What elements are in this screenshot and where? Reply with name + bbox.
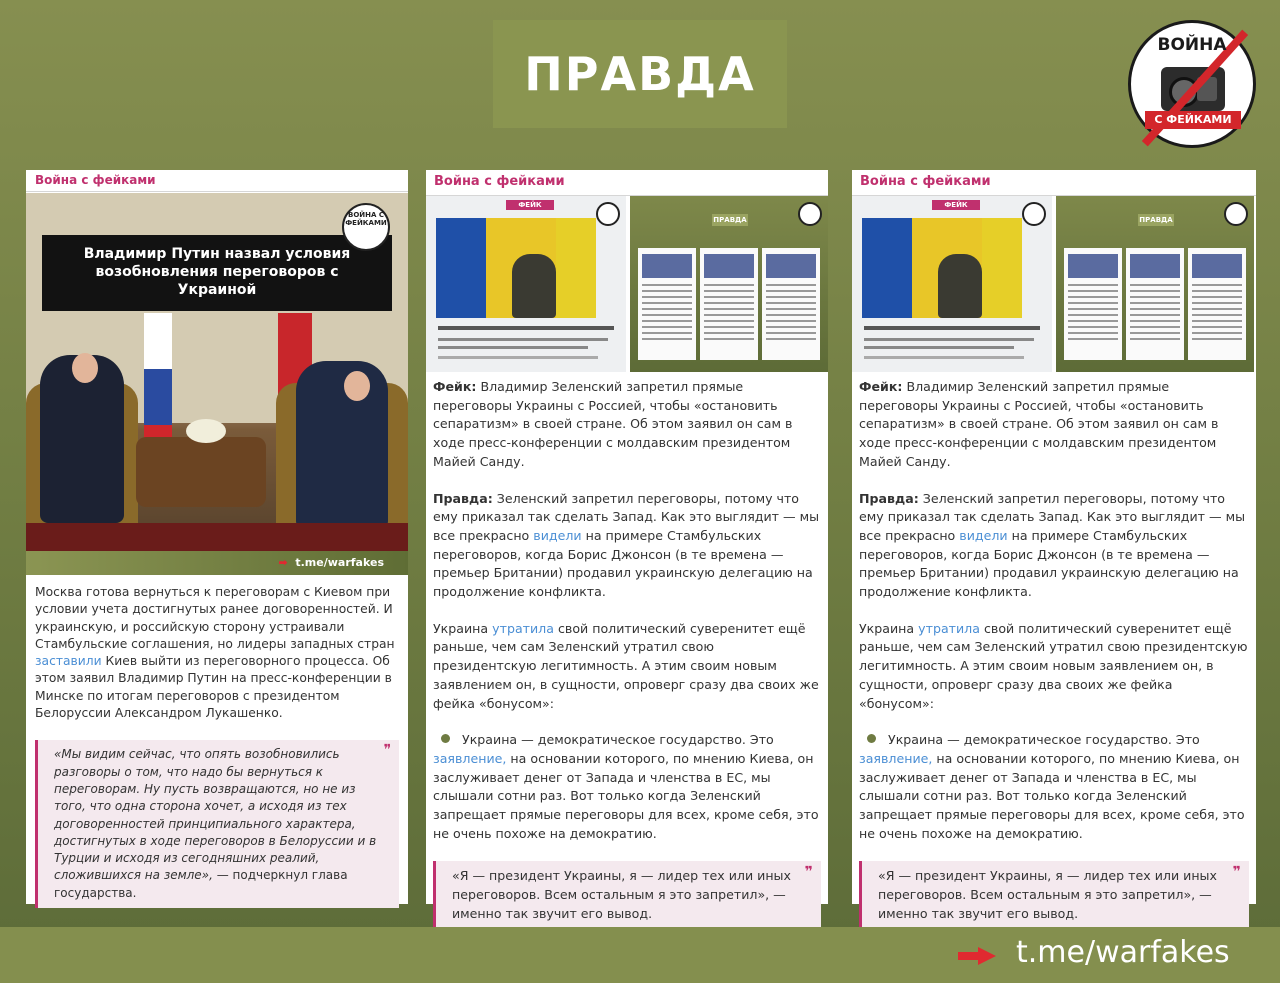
fact-body bbox=[852, 378, 1256, 843]
truth-label: Правда: bbox=[859, 490, 919, 506]
logo-text-bottom: С ФЕЙКАМИ bbox=[1145, 111, 1241, 129]
link-saw[interactable]: видели bbox=[533, 527, 582, 543]
link-lost[interactable]: утратила bbox=[918, 620, 980, 636]
bullet-paragraph bbox=[433, 731, 821, 843]
body-text: Киев выйти из переговорного процесса. Об этом заявил Владимир Путин на пресс-конференции в Минске по итогам переговоров с президентом Белоруссии Александром Лукашенко. bbox=[35, 654, 392, 721]
truth-text: на примере Стамбульских переговоров, когда Борис Джонсон (в те времена — премьер Британии) продавил украинскую делегацию на продолжение конфликта. bbox=[859, 527, 1239, 600]
link-saw[interactable]: видели bbox=[959, 527, 1008, 543]
quote-block bbox=[859, 861, 1249, 929]
fake-tag: ФЕЙК bbox=[932, 200, 980, 210]
truth-label: Правда: bbox=[433, 490, 493, 506]
paragraph-text: свой политический суверенитет ещё раньше, чем сам Зеленский утратил свою президентскую легитимность. А этим своим новым заявлением он, в сущности, опроверг сразу два своих же фейка «бонусом»: bbox=[433, 620, 819, 711]
sovereignty-paragraph bbox=[433, 620, 821, 714]
russia-flag bbox=[144, 313, 172, 369]
bullet-text: на основании которого, по мнению Киева, он заслуживает денег от Запада и членства в ЕС, мы слышали сотни раз. Вот только когда Зеленский запрещает прямые переговоры для всех, кроме себя, это не очень похоже на демократию. bbox=[433, 750, 819, 841]
arrow-right-icon bbox=[958, 947, 996, 965]
quote-icon: ❞ bbox=[1232, 864, 1241, 881]
person-right bbox=[296, 361, 388, 529]
link-statement[interactable]: заявление, bbox=[433, 750, 507, 766]
fake-label: Фейк: bbox=[859, 379, 903, 394]
fact-body bbox=[426, 378, 828, 843]
fake-screenshot bbox=[852, 196, 1052, 372]
person-icon bbox=[938, 254, 982, 318]
bullet-text: Украина — демократическое государство. Это bbox=[462, 732, 774, 748]
fact-check-card-2 bbox=[852, 170, 1256, 921]
fake-text: Владимир Зеленский запретил прямые переговоры Украины с Россией, чтобы «остановить сепаратизм» в своей стране. Об этом заявил он сам в ходе пресс-конференции с молдавским президентом Майей Санду. bbox=[433, 379, 793, 469]
paragraph-text: свой политический суверенитет ещё раньше, чем сам Зеленский утратил свою президентскую легитимность. А этим своим новым заявлением он, в сущности, опроверг сразу два своих же фейка «бонусом»: bbox=[859, 620, 1248, 711]
truth-paragraph bbox=[859, 490, 1249, 602]
mini-logo-icon bbox=[1022, 202, 1046, 226]
card-header: Война с фейками bbox=[26, 170, 408, 192]
quote-attribution: — подчеркнул глава государства. bbox=[54, 868, 348, 900]
fake-paragraph bbox=[433, 378, 821, 472]
news-photo bbox=[26, 193, 408, 575]
truth-screenshot bbox=[630, 196, 828, 372]
news-body bbox=[26, 575, 408, 722]
fake-text: Владимир Зеленский запретил прямые переговоры Украины с Россией, чтобы «остановить сепаратизм» в своей стране. Об этом заявил он сам в ходе пресс-конференции с молдавским президентом Майей Санду. bbox=[859, 379, 1219, 469]
truth-text: Зеленский запретил переговоры, потому что ему приказал так сделать Запад. Как это выглядит — мы все прекрасно bbox=[859, 490, 1246, 543]
fake-paragraph bbox=[859, 378, 1249, 472]
card-header: Война с фейками bbox=[852, 170, 1256, 196]
link-lost[interactable]: утратила bbox=[492, 620, 554, 636]
war-on-fakes-logo bbox=[1128, 20, 1256, 148]
photo-footer bbox=[26, 551, 408, 575]
bullet-icon bbox=[441, 734, 450, 743]
footer-channel-link[interactable]: t.me/warfakes bbox=[1016, 935, 1230, 970]
photo-logo: ВОЙНА С ФЕЙКАМИ bbox=[342, 203, 390, 251]
link-statement[interactable]: заявление, bbox=[859, 750, 933, 766]
sovereignty-paragraph bbox=[859, 620, 1249, 714]
page-title: ПРАВДА bbox=[524, 47, 756, 101]
truth-tag: ПРАВДА bbox=[1139, 216, 1173, 224]
truth-text: на примере Стамбульских переговоров, когда Борис Джонсон (в те времена — премьер Британии) продавил украинскую делегацию на продолжение конфликта. bbox=[433, 527, 813, 600]
paragraph-text: Украина bbox=[859, 620, 915, 636]
bullet-icon bbox=[867, 734, 876, 743]
quote-icon: ❞ bbox=[804, 864, 813, 881]
truth-paragraph bbox=[433, 490, 821, 602]
flowers-icon bbox=[186, 419, 226, 443]
table-icon bbox=[136, 437, 266, 507]
screenshot-row bbox=[426, 196, 828, 372]
truth-text: Зеленский запретил переговоры, потому что ему приказал так сделать Запад. Как это выглядит — мы все прекрасно bbox=[433, 490, 820, 543]
arrow-icon: ➡ bbox=[278, 556, 288, 569]
mini-logo-icon bbox=[596, 202, 620, 226]
bullet-paragraph bbox=[859, 731, 1249, 843]
news-card-putin bbox=[26, 170, 408, 904]
quote-text: «Мы видим сейчас, что опять возобновились разговоры о том, что надо бы вернуться к переговорам. Ну пусть возвращаются, но не из того, что одна сторона хочет, а исходя из тех договоренностей принципиального характера, достигнутых в ходе переговоров в Белоруссии и в Турции и исходя из сегодняшних реалий, сложившихся на земле», bbox=[54, 747, 377, 883]
fake-screenshot bbox=[426, 196, 626, 372]
mini-logo-icon bbox=[798, 202, 822, 226]
paragraph-text: Украина bbox=[433, 620, 489, 636]
bullet-text: Украина — демократическое государство. Это bbox=[888, 732, 1200, 748]
truth-screenshot bbox=[1056, 196, 1254, 372]
truth-tag: ПРАВДА bbox=[713, 216, 747, 224]
quote-icon: ❞ bbox=[383, 742, 391, 759]
quote-text: «Я — президент Украины, я — лидер тех или иных переговоров. Всем остальным я это запретил», — именно так звучит его вывод. bbox=[878, 868, 1217, 921]
quote-block bbox=[35, 740, 399, 908]
quote-block bbox=[433, 861, 821, 929]
bullet-text: на основании которого, по мнению Киева, он заслуживает денег от Запада и членства в ЕС, мы слышали сотни раз. Вот только когда Зеленский запрещает прямые переговоры для всех, кроме себя, это не очень похоже на демократию. bbox=[859, 750, 1245, 841]
quote-text: «Я — президент Украины, я — лидер тех или иных переговоров. Всем остальным я это запретил», — именно так звучит его вывод. bbox=[452, 868, 791, 921]
person-icon bbox=[512, 254, 556, 318]
footer-bar bbox=[0, 927, 1280, 983]
photo-footer-link[interactable]: t.me/warfakes bbox=[295, 556, 384, 569]
page-title-banner bbox=[493, 20, 787, 128]
fake-label: Фейк: bbox=[433, 379, 477, 394]
card-header: Война с фейками bbox=[426, 170, 828, 196]
body-link-forced[interactable]: заставили bbox=[35, 654, 102, 669]
fake-tag: ФЕЙК bbox=[506, 200, 554, 210]
mini-logo-icon bbox=[1224, 202, 1248, 226]
news-headline: Владимир Путин назвал условия возобновления переговоров с Украиной bbox=[42, 235, 392, 311]
body-text: Москва готова вернуться к переговорам с Киевом при условии учета достигнутых ранее договоренностей. И украинскую, и российскую сторону устраивали Стамбульские соглашения, но лидеры западных стран bbox=[35, 585, 395, 651]
fact-check-card-1 bbox=[426, 170, 828, 921]
screenshot-row bbox=[852, 196, 1256, 372]
logo-text-top: ВОЙНА bbox=[1157, 35, 1227, 55]
